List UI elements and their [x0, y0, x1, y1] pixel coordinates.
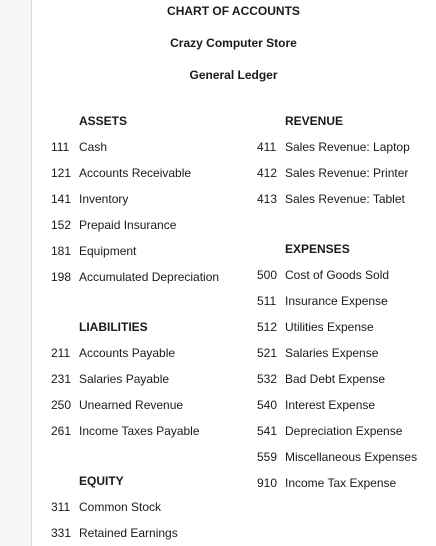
account-name: Equipment: [79, 244, 137, 258]
account-name: Utilities Expense: [285, 320, 374, 334]
account-name: Common Stock: [79, 500, 162, 514]
account-name: Unearned Revenue: [79, 398, 184, 412]
account-name: Miscellaneous Expenses: [285, 450, 418, 464]
account-name: Income Taxes Payable: [79, 424, 200, 438]
left-margin-rule: [0, 0, 32, 546]
account-name: Sales Revenue: Printer: [285, 166, 409, 180]
account-number: 152: [51, 218, 72, 232]
account-name: Inventory: [79, 192, 129, 206]
account-name: Retained Earnings: [79, 526, 178, 540]
company-name: Crazy Computer Store: [170, 36, 297, 50]
account-number: 412: [257, 166, 278, 180]
section-heading-expenses: EXPENSES: [285, 242, 350, 256]
document-title: CHART OF ACCOUNTS: [167, 4, 300, 18]
account-number: 141: [51, 192, 72, 206]
account-number: 231: [51, 372, 72, 386]
section-heading-assets: ASSETS: [79, 114, 128, 128]
account-number: 411: [257, 140, 277, 154]
account-number: 413: [257, 192, 278, 206]
account-number: 331: [51, 526, 72, 540]
account-number: 532: [257, 372, 278, 386]
account-number: 540: [257, 398, 278, 412]
account-name: Accounts Receivable: [79, 166, 192, 180]
account-number: 512: [257, 320, 278, 334]
account-number: 521: [257, 346, 278, 360]
account-name: Insurance Expense: [285, 294, 388, 308]
account-name: Depreciation Expense: [285, 424, 403, 438]
right-column: [257, 0, 436, 546]
account-number: 511: [257, 294, 277, 308]
account-number: 198: [51, 270, 72, 284]
account-name: Prepaid Insurance: [79, 218, 177, 232]
section-heading-liabilities: LIABILITIES: [79, 320, 148, 334]
account-name: Accounts Payable: [79, 346, 176, 360]
section-heading-equity: EQUITY: [79, 474, 124, 488]
account-name: Sales Revenue: Tablet: [285, 192, 405, 206]
account-number: 181: [51, 244, 72, 258]
account-number: 211: [51, 346, 71, 360]
ledger-name: General Ledger: [189, 68, 278, 82]
account-name: Salaries Payable: [79, 372, 170, 386]
account-number: 111: [51, 140, 70, 154]
account-name: Income Tax Expense: [285, 476, 397, 490]
account-number: 559: [257, 450, 278, 464]
account-name: Sales Revenue: Laptop: [285, 140, 410, 154]
section-heading-revenue: REVENUE: [285, 114, 344, 128]
account-number: 311: [51, 500, 71, 514]
account-number: 121: [51, 166, 72, 180]
account-name: Cost of Goods Sold: [285, 268, 390, 282]
left-column: [51, 0, 251, 546]
account-number: 910: [257, 476, 278, 490]
account-number: 250: [51, 398, 72, 412]
account-name: Interest Expense: [285, 398, 376, 412]
account-number: 500: [257, 268, 278, 282]
account-name: Accumulated Depreciation: [79, 270, 220, 284]
account-number: 261: [51, 424, 72, 438]
account-name: Salaries Expense: [285, 346, 379, 360]
account-name: Bad Debt Expense: [285, 372, 386, 386]
account-number: 541: [257, 424, 278, 438]
account-name: Cash: [79, 140, 108, 154]
